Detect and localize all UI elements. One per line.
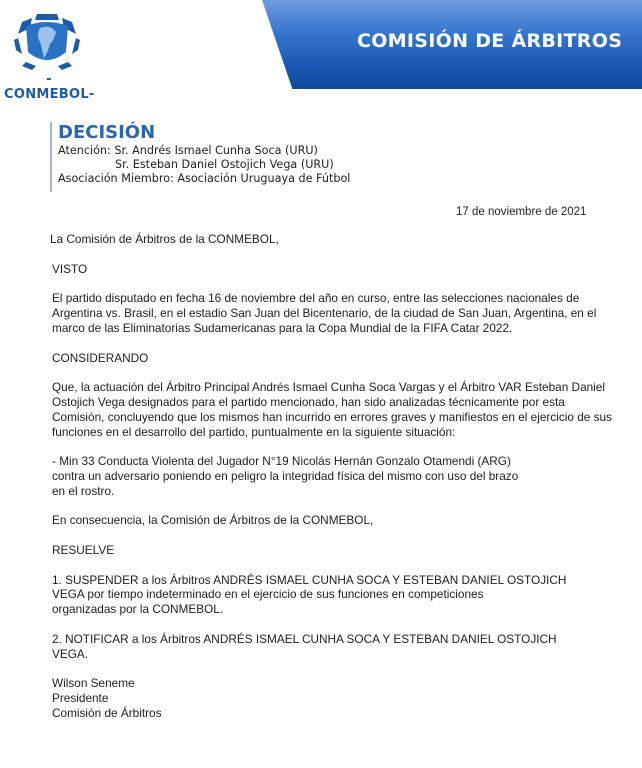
document-date: 17 de noviembre de 2021: [456, 206, 587, 218]
resolution-2-line-2: VEGA.: [52, 646, 89, 661]
attention-line-1: Atención: Sr. Andrés Ismael Cunha Soca (URU): [58, 144, 318, 157]
attention-name-2: Sr. Esteban Daniel Ostojich Vega (URU): [115, 158, 334, 171]
resuelve-heading: RESUELVE: [52, 542, 115, 557]
incident-description: [52, 454, 612, 498]
resolution-1-line-3: organizadas por la CONMEBOL.: [52, 602, 224, 617]
visto-heading: VISTO: [52, 261, 88, 276]
incident-line-2: contra un adversario poniendo en peligro la integridad física del mismo con uso del brazo: [52, 468, 519, 483]
considerando-heading: CONSIDERANDO: [52, 350, 149, 365]
attention-line-2: [58, 158, 350, 172]
document-body: [52, 232, 612, 735]
consequence-line: En consecuencia, la Comisión de Árbitros de la CONMEBOL,: [52, 513, 374, 528]
signature-name: Wilson Seneme: [52, 676, 135, 691]
visto-text: El partido disputado en fecha 16 de noviembre del año en curso, entre las selecciones nacionales de Argentina vs. Brasil, en el estadio San Juan del Bicentenario, de la ciudad de San Juan, Argentina, en el marco de las Eliminatorias Sudamericanas para la Copa Mundial de la FIFA Catar 2022.: [52, 291, 597, 335]
intro-line: La Comisión de Árbitros de la CONMEBOL,: [50, 232, 279, 246]
resolution-2-line-1: 2. NOTIFICAR a los Árbitros ANDRÉS ISMAEL CUNHA SOCA Y ESTEBAN DANIEL OSTOJICH: [52, 631, 557, 646]
logo-text: -CONMEBOL-: [4, 72, 95, 102]
association-line: Asociación Miembro: Asociación Uruguaya de Fútbol: [58, 172, 351, 185]
signature-block: [52, 676, 612, 720]
banner-title: COMISIÓN DE ÁRBITROS: [357, 30, 623, 52]
resolution-1: [52, 573, 612, 617]
resolution-1-line-1: 1. SUSPENDER a los Árbitros ANDRÉS ISMAEL CUNHA SOCA Y ESTEBAN DANIEL OSTOJICH: [52, 572, 567, 587]
incident-line-3: en el rostro.: [52, 483, 115, 498]
incident-line-1: - Min 33 Conducta Violenta del Jugador N°19 Nicolás Hernán Gonzalo Otamendi (ARG): [52, 454, 511, 469]
decision-block: [50, 122, 350, 192]
resolution-1-line-2: VEGA por tiempo indeterminado en el ejercicio de sus funciones en competiciones: [52, 587, 484, 602]
resolution-2: [52, 632, 612, 662]
signature-org: Comisión de Árbitros: [52, 705, 162, 720]
considerando-text: Que, la actuación del Árbitro Principal Andrés Ismael Cunha Soca Vargas y el Árbitro VAR Esteban Daniel Ostojich Vega designados para el partido mencionado, han sido analizadas técnicamente por esta Comisión, concluyendo que los mismos han incurrido en errores graves y manifiestos en el ejercicio de sus funciones en el desarrollo del partido, puntualmente en la siguiente situación:: [52, 380, 612, 439]
conmebol-ball-icon: [4, 10, 90, 72]
signature-role: Presidente: [52, 690, 109, 705]
decision-title: DECISIÓN: [58, 122, 156, 143]
conmebol-logo: [4, 10, 95, 102]
